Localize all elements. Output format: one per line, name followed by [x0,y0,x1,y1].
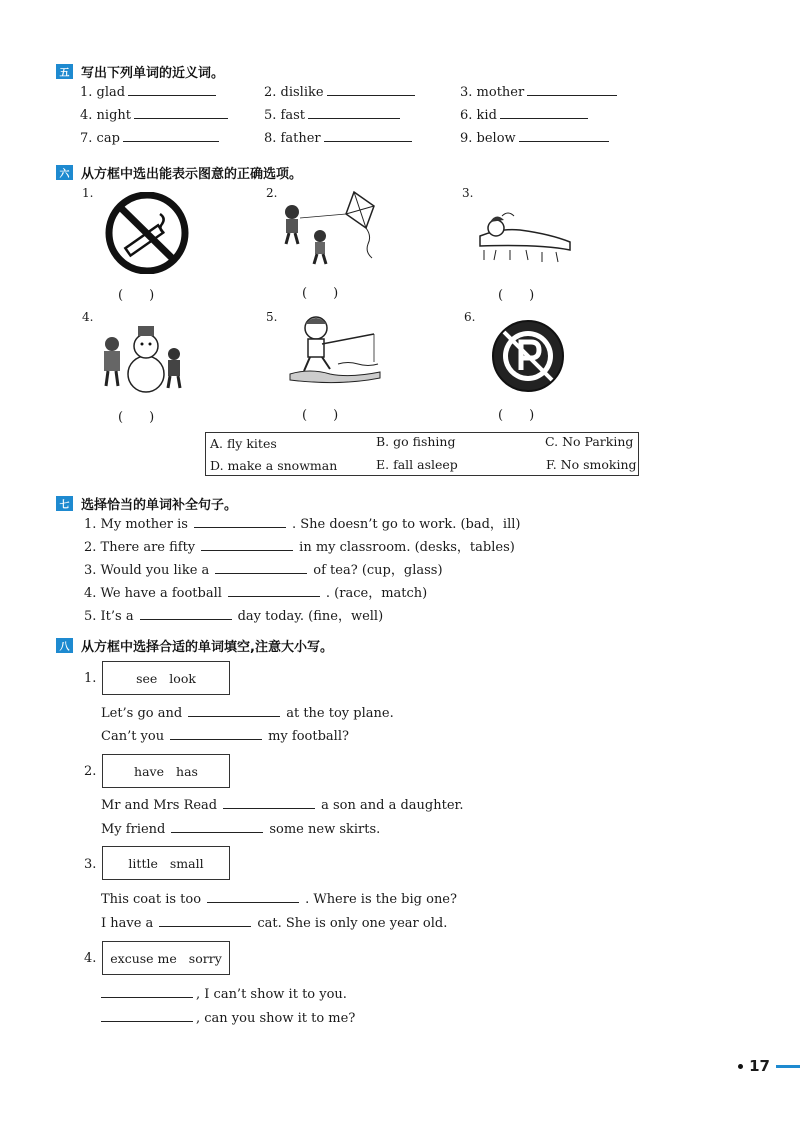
sentence-item [101,797,463,813]
answer-blank[interactable] [527,84,617,96]
word-box [102,661,230,695]
page-number-dot [738,1064,743,1069]
picture-number: 4. [82,310,94,324]
sentence-end: a son and a daughter. [321,798,464,813]
sentence-end: . (race，match) [325,586,428,601]
no-smoking-sign-icon [102,192,192,274]
section-title: 从方框中选择合适的单词填空,注意大小写。 [81,640,333,655]
word-box [102,754,230,788]
synonym-item [264,130,415,146]
answer-parentheses[interactable]: ( ) [118,288,155,303]
item-text: 8. father [264,131,321,146]
sentence-item [101,728,349,744]
sentence-item [101,821,380,837]
answer-blank[interactable] [228,585,320,597]
item-text: 3. mother [460,85,525,100]
word-choice: little [128,855,158,871]
option-f: F. No smoking [546,457,637,472]
section-title: 写出下列单词的近义词。 [81,66,225,81]
section-5-header [56,62,224,81]
item-text: 7. cap [80,131,120,146]
sentence-item [101,705,394,721]
answer-blank[interactable] [215,562,307,574]
group-number: 4. [84,951,97,966]
go-fishing-picture-icon [288,312,382,390]
sentence-end: , can you show it to me? [196,1011,356,1026]
picture-number: 3. [462,186,474,200]
answer-blank[interactable] [123,130,219,142]
item-text: 2. dislike [264,85,324,100]
sentence-end: , I can’t show it to you. [196,987,347,1002]
answer-blank[interactable] [171,821,263,833]
answer-parentheses[interactable]: ( ) [498,288,535,303]
synonym-item [460,107,591,123]
word-choice: sorry [188,950,222,966]
sentence-end: cat. She is only one year old. [257,916,448,931]
option-e: E. fall asleep [376,457,458,472]
word-choice: have [134,763,165,779]
answer-blank[interactable] [324,130,412,142]
fall-asleep-picture-icon [476,206,576,270]
item-text: 1. glad [80,85,126,100]
section-badge: 八 [56,638,73,653]
answer-blank[interactable] [327,84,415,96]
word-choice: see [136,670,158,686]
sentence-end: . She doesn’t go to work. (bad，ill) [291,517,521,532]
sentence-start: This coat is too [101,892,202,907]
group-number: 1. [84,671,97,686]
option-d: D. make a snowman [210,458,338,473]
sentence-item [84,513,520,532]
word-choice: has [176,763,198,779]
section-title: 从方框中选出能表示图意的正确选项。 [81,167,303,182]
picture-number: 5. [266,310,278,324]
sentence-end: some new skirts. [269,822,381,837]
page-number-text: 17 [749,1057,770,1075]
section-6-header [56,163,302,182]
item-text: 4. night [80,108,131,123]
sentence-start: Can’t you [101,729,165,744]
answer-blank[interactable] [101,986,193,998]
page-number-dash [776,1065,800,1068]
options-box [205,432,639,476]
synonym-item [80,107,231,123]
option-c: C. No Parking [545,434,634,449]
answer-blank[interactable] [308,107,400,119]
answer-parentheses[interactable]: ( ) [118,410,155,425]
no-parking-sign-icon [488,318,568,394]
synonym-item [460,130,612,146]
section-badge: 七 [56,496,73,511]
sentence-item [84,536,515,555]
sentence-start: My friend [101,822,166,837]
answer-parentheses[interactable]: ( ) [302,286,339,301]
sentence-start: Mr and Mrs Read [101,798,218,813]
item-text: 9. below [460,131,516,146]
synonym-item [264,84,418,100]
sentence-start: I have a [101,916,154,931]
page-number [738,1057,800,1075]
item-text: 6. kid [460,108,497,123]
group-number: 2. [84,764,97,779]
answer-blank[interactable] [194,516,286,528]
sentence-item [84,582,427,601]
answer-blank[interactable] [519,130,609,142]
sentence-item [101,986,347,1002]
section-badge: 六 [56,165,73,180]
answer-blank[interactable] [207,891,299,903]
answer-blank[interactable] [223,797,315,809]
sentence-item [101,1010,355,1026]
answer-blank[interactable] [500,107,588,119]
answer-blank[interactable] [159,915,251,927]
answer-parentheses[interactable]: ( ) [498,408,535,423]
option-a: A. fly kites [210,436,277,451]
sentence-end: in my classroom. (desks，tables) [299,540,515,555]
sentence-end: of tea? (cup，glass) [313,563,443,578]
section-title: 选择恰当的单词补全句子。 [81,498,238,513]
answer-parentheses[interactable]: ( ) [302,408,339,423]
synonym-item [80,84,219,100]
synonym-item [264,107,403,123]
sentence-start: 5. It’s a [84,609,134,624]
synonym-item [80,130,222,146]
section-8-header [56,636,333,655]
section-badge: 五 [56,64,73,79]
sentence-end: my football? [268,729,349,744]
fly-kites-picture-icon [272,188,382,272]
word-choice: look [169,670,196,686]
word-box [102,846,230,880]
sentence-end: . Where is the big one? [305,892,457,907]
picture-number: 2. [266,186,278,200]
sentence-item [101,891,457,907]
answer-blank[interactable] [128,84,216,96]
item-text: 5. fast [264,108,305,123]
snowman-picture-icon [98,318,188,396]
sentence-start: 2. There are fifty [84,540,196,555]
sentence-end: at the toy plane. [286,706,394,721]
sentence-end: day today. (fine，well) [237,609,384,624]
picture-number: 1. [82,186,94,200]
sentence-start: Let’s go and [101,706,183,721]
option-b: B. go fishing [376,434,456,449]
group-number: 3. [84,857,97,872]
section-7-header [56,494,237,513]
picture-number: 6. [464,310,476,324]
word-choice: small [169,855,204,871]
answer-blank[interactable] [140,608,232,620]
sentence-item [101,915,447,931]
sentence-start: 4. We have a football [84,586,222,601]
answer-blank[interactable] [101,1010,193,1022]
sentence-item [84,559,443,578]
sentence-item [84,605,383,624]
word-box [102,941,230,975]
answer-blank[interactable] [188,705,280,717]
answer-blank[interactable] [201,539,293,551]
answer-blank[interactable] [170,728,262,740]
answer-blank[interactable] [134,107,228,119]
sentence-start: 3. Would you like a [84,563,210,578]
word-choice: excuse me [110,950,177,966]
synonym-item [460,84,620,100]
sentence-start: 1. My mother is [84,517,188,532]
